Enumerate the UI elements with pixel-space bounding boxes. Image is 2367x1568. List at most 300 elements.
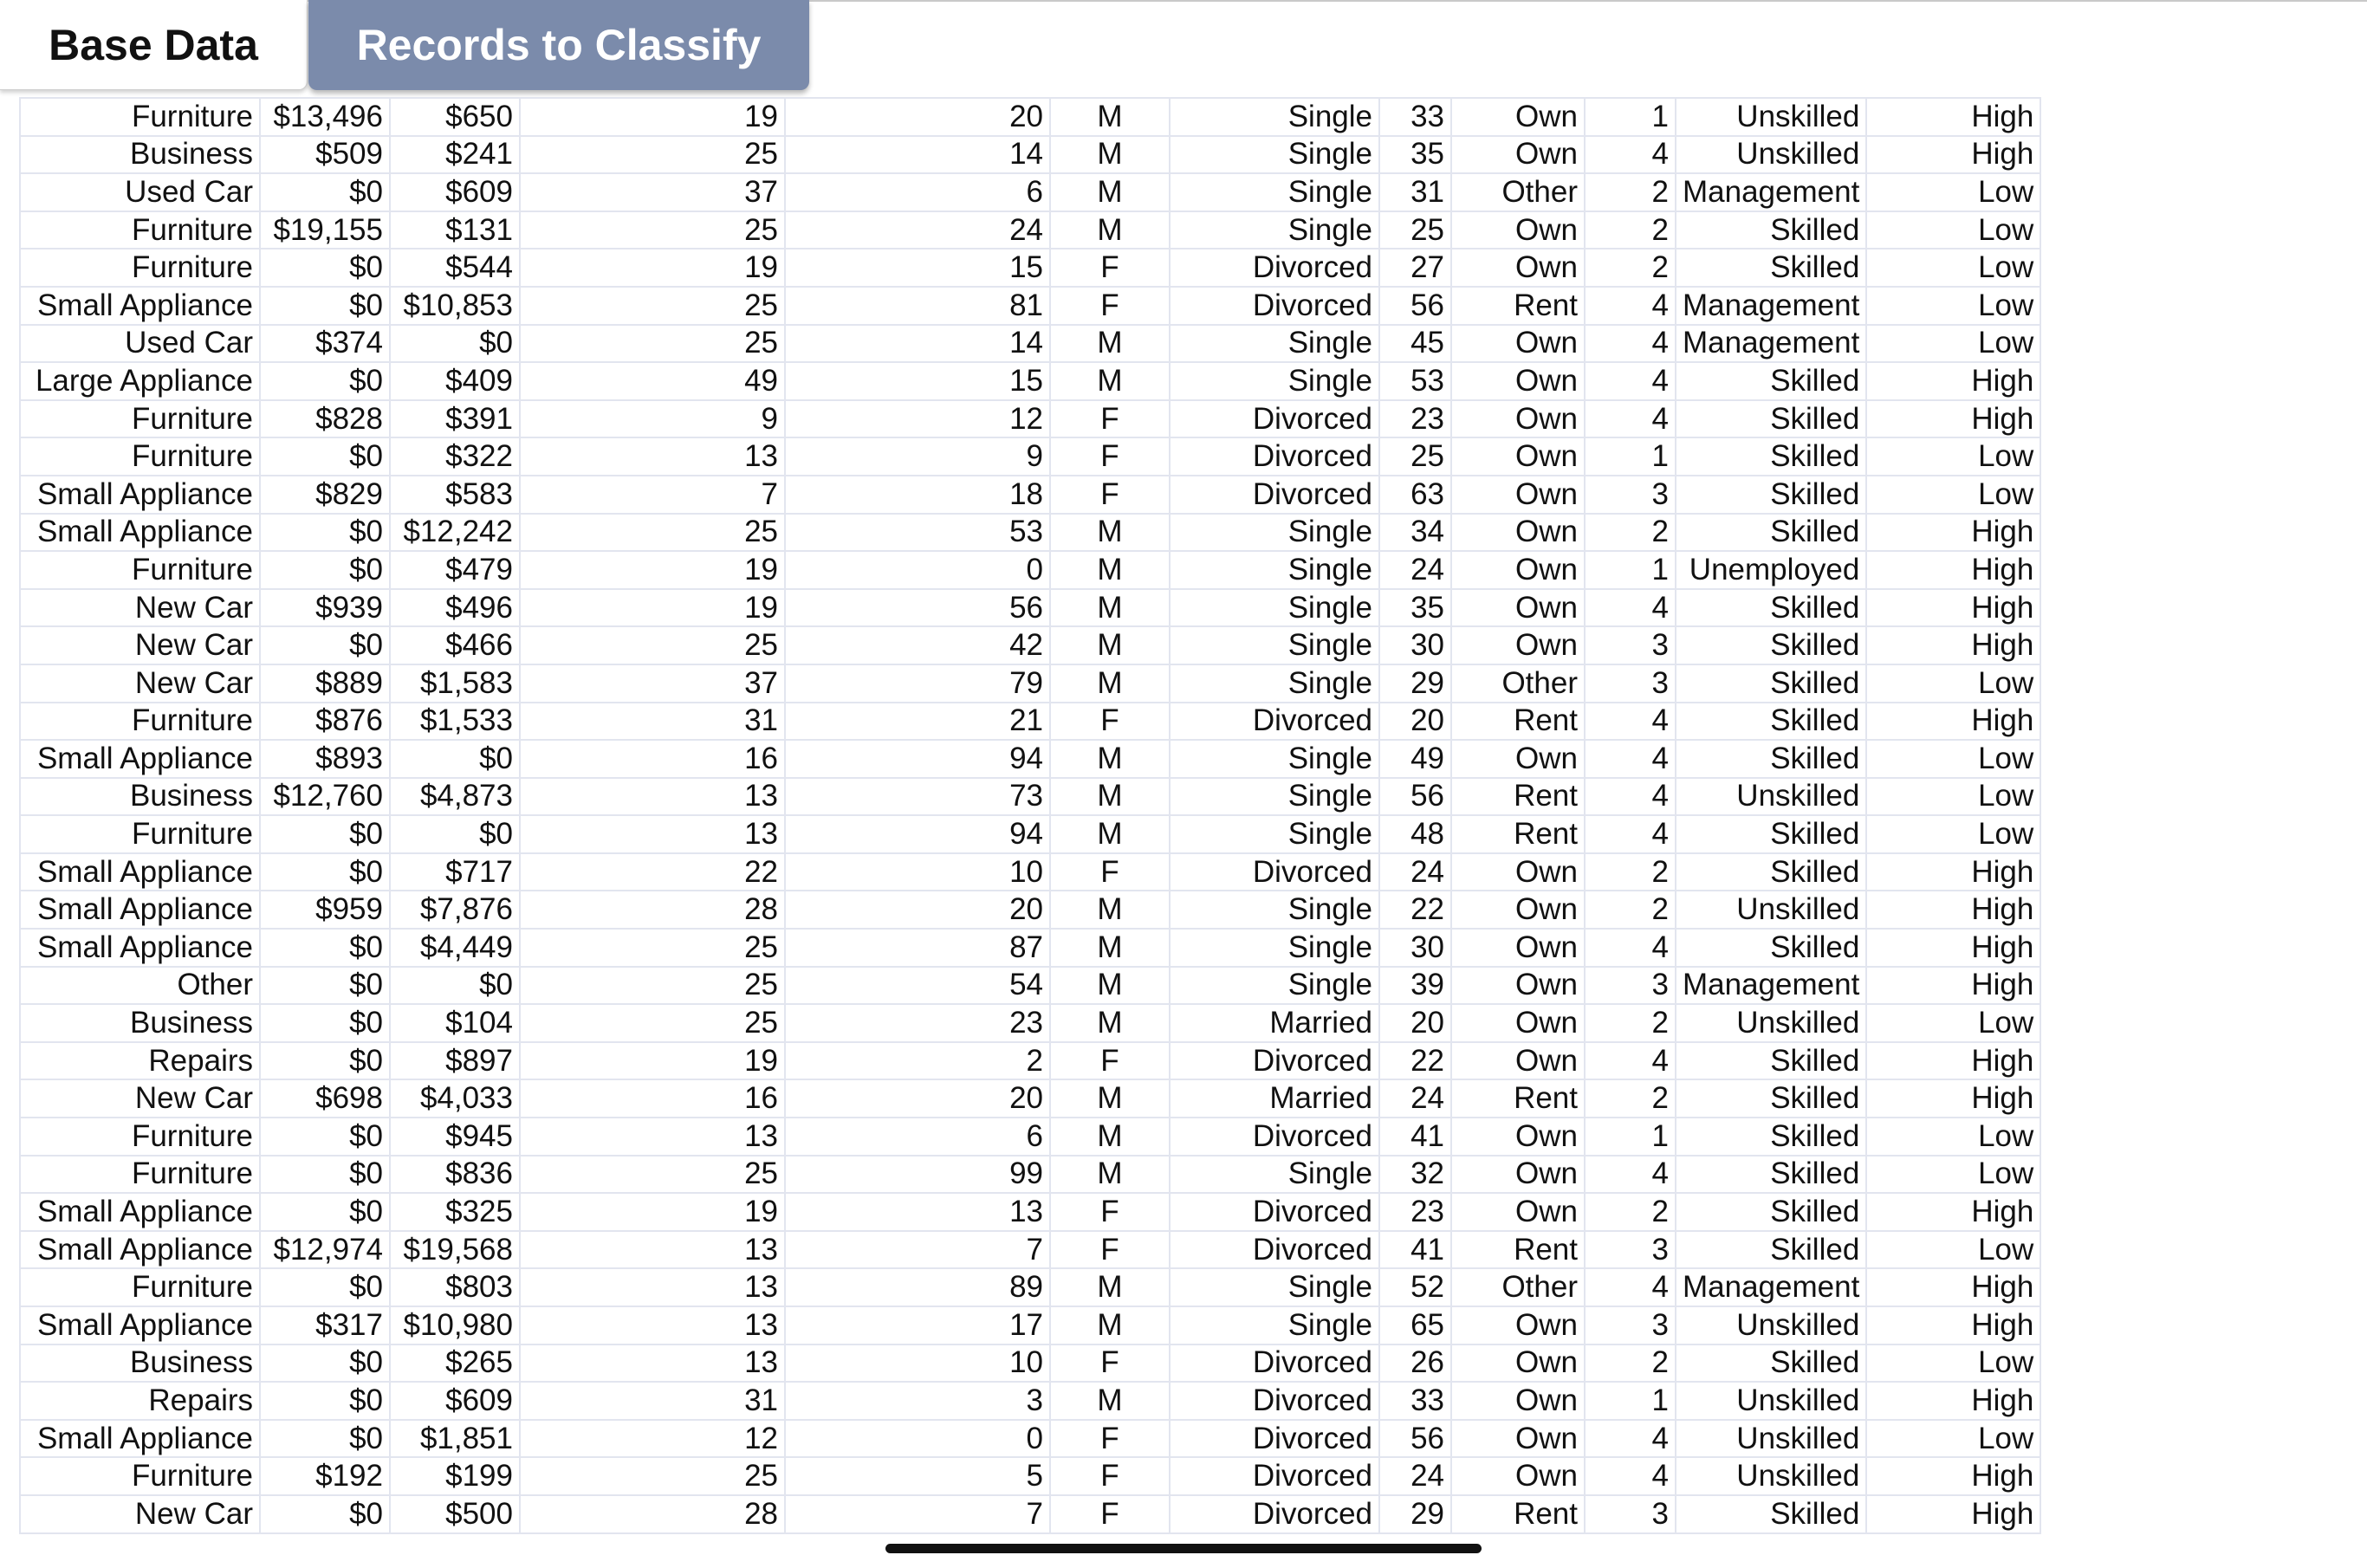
cell-gender[interactable]: M bbox=[1050, 664, 1170, 703]
cell-purpose[interactable]: New Car bbox=[20, 589, 260, 627]
cell-credit-risk[interactable]: Low bbox=[1866, 1156, 2040, 1194]
cell-purpose[interactable]: Small Appliance bbox=[20, 929, 260, 967]
cell-years[interactable]: 3 bbox=[1585, 664, 1676, 703]
cell-purpose[interactable]: Small Appliance bbox=[20, 476, 260, 514]
cell-age[interactable]: 25 bbox=[1379, 211, 1451, 249]
cell-housing[interactable]: Rent bbox=[1451, 1495, 1585, 1533]
cell-savings[interactable]: $0 bbox=[390, 967, 520, 1005]
cell-age[interactable]: 20 bbox=[1379, 1004, 1451, 1042]
cell-gender[interactable]: M bbox=[1050, 514, 1170, 552]
cell-purpose[interactable]: Small Appliance bbox=[20, 514, 260, 552]
cell-gender[interactable]: M bbox=[1050, 967, 1170, 1005]
cell-credit-risk[interactable]: Low bbox=[1866, 1420, 2040, 1458]
cell-marital-status[interactable]: Divorced bbox=[1170, 287, 1379, 325]
cell-months-customer[interactable]: 13 bbox=[520, 1118, 785, 1156]
cell-gender[interactable]: M bbox=[1050, 778, 1170, 816]
cell-years[interactable]: 4 bbox=[1585, 287, 1676, 325]
cell-housing[interactable]: Rent bbox=[1451, 287, 1585, 325]
cell-months-customer[interactable]: 13 bbox=[520, 815, 785, 853]
cell-marital-status[interactable]: Divorced bbox=[1170, 1420, 1379, 1458]
cell-housing[interactable]: Own bbox=[1451, 1042, 1585, 1080]
cell-months-customer[interactable]: 28 bbox=[520, 891, 785, 929]
cell-checking[interactable]: $0 bbox=[260, 362, 390, 400]
cell-years[interactable]: 2 bbox=[1585, 1344, 1676, 1383]
cell-checking[interactable]: $829 bbox=[260, 476, 390, 514]
cell-savings[interactable]: $409 bbox=[390, 362, 520, 400]
cell-months-employed[interactable]: 18 bbox=[785, 476, 1050, 514]
cell-credit-risk[interactable]: High bbox=[1866, 1382, 2040, 1420]
cell-checking[interactable]: $0 bbox=[260, 1118, 390, 1156]
cell-marital-status[interactable]: Divorced bbox=[1170, 1193, 1379, 1231]
cell-job[interactable]: Skilled bbox=[1676, 589, 1866, 627]
cell-purpose[interactable]: Used Car bbox=[20, 173, 260, 211]
cell-credit-risk[interactable]: High bbox=[1866, 362, 2040, 400]
cell-age[interactable]: 41 bbox=[1379, 1118, 1451, 1156]
cell-years[interactable]: 2 bbox=[1585, 891, 1676, 929]
cell-gender[interactable]: F bbox=[1050, 1231, 1170, 1269]
cell-gender[interactable]: M bbox=[1050, 815, 1170, 853]
cell-months-customer[interactable]: 49 bbox=[520, 362, 785, 400]
cell-job[interactable]: Unskilled bbox=[1676, 1306, 1866, 1344]
cell-credit-risk[interactable]: High bbox=[1866, 1268, 2040, 1306]
cell-age[interactable]: 31 bbox=[1379, 173, 1451, 211]
cell-marital-status[interactable]: Divorced bbox=[1170, 1495, 1379, 1533]
cell-housing[interactable]: Own bbox=[1451, 589, 1585, 627]
cell-checking[interactable]: $0 bbox=[260, 853, 390, 891]
cell-age[interactable]: 65 bbox=[1379, 1306, 1451, 1344]
cell-savings[interactable]: $803 bbox=[390, 1268, 520, 1306]
cell-housing[interactable]: Own bbox=[1451, 1457, 1585, 1495]
cell-months-customer[interactable]: 25 bbox=[520, 1457, 785, 1495]
cell-housing[interactable]: Own bbox=[1451, 476, 1585, 514]
cell-gender[interactable]: M bbox=[1050, 1118, 1170, 1156]
cell-credit-risk[interactable]: Low bbox=[1866, 287, 2040, 325]
cell-credit-risk[interactable]: Low bbox=[1866, 778, 2040, 816]
cell-checking[interactable]: $0 bbox=[260, 173, 390, 211]
cell-savings[interactable]: $1,851 bbox=[390, 1420, 520, 1458]
cell-years[interactable]: 2 bbox=[1585, 249, 1676, 287]
cell-months-customer[interactable]: 9 bbox=[520, 400, 785, 438]
cell-purpose[interactable]: Small Appliance bbox=[20, 1231, 260, 1269]
cell-age[interactable]: 34 bbox=[1379, 514, 1451, 552]
tab-base-data[interactable]: Base Data bbox=[0, 0, 308, 90]
cell-years[interactable]: 4 bbox=[1585, 740, 1676, 778]
cell-checking[interactable]: $0 bbox=[260, 437, 390, 476]
cell-purpose[interactable]: Furniture bbox=[20, 1156, 260, 1194]
cell-housing[interactable]: Rent bbox=[1451, 1231, 1585, 1269]
cell-job[interactable]: Skilled bbox=[1676, 1042, 1866, 1080]
cell-months-customer[interactable]: 25 bbox=[520, 967, 785, 1005]
cell-credit-risk[interactable]: Low bbox=[1866, 173, 2040, 211]
cell-savings[interactable]: $609 bbox=[390, 173, 520, 211]
cell-months-customer[interactable]: 13 bbox=[520, 1268, 785, 1306]
cell-job[interactable]: Skilled bbox=[1676, 1079, 1866, 1118]
cell-gender[interactable]: M bbox=[1050, 891, 1170, 929]
cell-checking[interactable]: $0 bbox=[260, 514, 390, 552]
cell-job[interactable]: Skilled bbox=[1676, 1344, 1866, 1383]
cell-credit-risk[interactable]: High bbox=[1866, 136, 2040, 174]
cell-checking[interactable]: $876 bbox=[260, 703, 390, 741]
cell-gender[interactable]: M bbox=[1050, 1079, 1170, 1118]
cell-purpose[interactable]: Business bbox=[20, 136, 260, 174]
cell-months-customer[interactable]: 7 bbox=[520, 476, 785, 514]
cell-marital-status[interactable]: Single bbox=[1170, 98, 1379, 136]
cell-credit-risk[interactable]: High bbox=[1866, 929, 2040, 967]
cell-age[interactable]: 49 bbox=[1379, 740, 1451, 778]
cell-months-customer[interactable]: 13 bbox=[520, 437, 785, 476]
cell-age[interactable]: 22 bbox=[1379, 1042, 1451, 1080]
cell-housing[interactable]: Rent bbox=[1451, 815, 1585, 853]
cell-gender[interactable]: F bbox=[1050, 1495, 1170, 1533]
cell-months-customer[interactable]: 13 bbox=[520, 1231, 785, 1269]
cell-housing[interactable]: Own bbox=[1451, 551, 1585, 589]
cell-years[interactable]: 4 bbox=[1585, 589, 1676, 627]
cell-job[interactable]: Skilled bbox=[1676, 211, 1866, 249]
cell-years[interactable]: 1 bbox=[1585, 1382, 1676, 1420]
cell-gender[interactable]: F bbox=[1050, 703, 1170, 741]
cell-checking[interactable]: $0 bbox=[260, 1042, 390, 1080]
cell-marital-status[interactable]: Divorced bbox=[1170, 249, 1379, 287]
cell-gender[interactable]: M bbox=[1050, 211, 1170, 249]
cell-months-customer[interactable]: 31 bbox=[520, 1382, 785, 1420]
cell-credit-risk[interactable]: High bbox=[1866, 98, 2040, 136]
cell-purpose[interactable]: Furniture bbox=[20, 249, 260, 287]
cell-months-employed[interactable]: 24 bbox=[785, 211, 1050, 249]
cell-purpose[interactable]: Used Car bbox=[20, 325, 260, 363]
cell-housing[interactable]: Own bbox=[1451, 626, 1585, 664]
cell-housing[interactable]: Own bbox=[1451, 325, 1585, 363]
cell-months-customer[interactable]: 25 bbox=[520, 626, 785, 664]
cell-age[interactable]: 45 bbox=[1379, 325, 1451, 363]
cell-housing[interactable]: Other bbox=[1451, 664, 1585, 703]
cell-savings[interactable]: $325 bbox=[390, 1193, 520, 1231]
cell-marital-status[interactable]: Single bbox=[1170, 136, 1379, 174]
cell-marital-status[interactable]: Single bbox=[1170, 778, 1379, 816]
cell-marital-status[interactable]: Single bbox=[1170, 929, 1379, 967]
cell-age[interactable]: 33 bbox=[1379, 98, 1451, 136]
cell-months-employed[interactable]: 0 bbox=[785, 551, 1050, 589]
cell-purpose[interactable]: Other bbox=[20, 967, 260, 1005]
cell-months-employed[interactable]: 20 bbox=[785, 891, 1050, 929]
cell-checking[interactable]: $0 bbox=[260, 1344, 390, 1383]
cell-housing[interactable]: Own bbox=[1451, 98, 1585, 136]
cell-years[interactable]: 3 bbox=[1585, 1495, 1676, 1533]
cell-credit-risk[interactable]: High bbox=[1866, 853, 2040, 891]
cell-gender[interactable]: F bbox=[1050, 249, 1170, 287]
cell-housing[interactable]: Own bbox=[1451, 1306, 1585, 1344]
cell-years[interactable]: 4 bbox=[1585, 1042, 1676, 1080]
cell-savings[interactable]: $1,533 bbox=[390, 703, 520, 741]
cell-years[interactable]: 3 bbox=[1585, 626, 1676, 664]
cell-years[interactable]: 1 bbox=[1585, 551, 1676, 589]
cell-marital-status[interactable]: Single bbox=[1170, 815, 1379, 853]
cell-housing[interactable]: Own bbox=[1451, 211, 1585, 249]
cell-age[interactable]: 22 bbox=[1379, 891, 1451, 929]
cell-age[interactable]: 24 bbox=[1379, 1457, 1451, 1495]
cell-checking[interactable]: $959 bbox=[260, 891, 390, 929]
cell-marital-status[interactable]: Single bbox=[1170, 1156, 1379, 1194]
cell-checking[interactable]: $939 bbox=[260, 589, 390, 627]
cell-credit-risk[interactable]: High bbox=[1866, 400, 2040, 438]
cell-months-employed[interactable]: 5 bbox=[785, 1457, 1050, 1495]
cell-checking[interactable]: $19,155 bbox=[260, 211, 390, 249]
cell-months-employed[interactable]: 53 bbox=[785, 514, 1050, 552]
cell-years[interactable]: 4 bbox=[1585, 1156, 1676, 1194]
cell-years[interactable]: 2 bbox=[1585, 1004, 1676, 1042]
cell-housing[interactable]: Other bbox=[1451, 1268, 1585, 1306]
cell-months-employed[interactable]: 79 bbox=[785, 664, 1050, 703]
cell-months-customer[interactable]: 25 bbox=[520, 1156, 785, 1194]
cell-months-customer[interactable]: 37 bbox=[520, 664, 785, 703]
cell-housing[interactable]: Own bbox=[1451, 1118, 1585, 1156]
cell-job[interactable]: Management bbox=[1676, 173, 1866, 211]
cell-checking[interactable]: $0 bbox=[260, 815, 390, 853]
cell-checking[interactable]: $192 bbox=[260, 1457, 390, 1495]
cell-credit-risk[interactable]: Low bbox=[1866, 815, 2040, 853]
cell-credit-risk[interactable]: Low bbox=[1866, 249, 2040, 287]
cell-savings[interactable]: $265 bbox=[390, 1344, 520, 1383]
cell-savings[interactable]: $199 bbox=[390, 1457, 520, 1495]
cell-job[interactable]: Skilled bbox=[1676, 476, 1866, 514]
cell-job[interactable]: Skilled bbox=[1676, 1231, 1866, 1269]
cell-months-customer[interactable]: 12 bbox=[520, 1420, 785, 1458]
cell-checking[interactable]: $0 bbox=[260, 929, 390, 967]
cell-housing[interactable]: Own bbox=[1451, 136, 1585, 174]
cell-job[interactable]: Skilled bbox=[1676, 1118, 1866, 1156]
cell-job[interactable]: Unskilled bbox=[1676, 778, 1866, 816]
cell-savings[interactable]: $650 bbox=[390, 98, 520, 136]
cell-job[interactable]: Unskilled bbox=[1676, 1457, 1866, 1495]
cell-checking[interactable]: $0 bbox=[260, 1382, 390, 1420]
cell-gender[interactable]: F bbox=[1050, 287, 1170, 325]
cell-gender[interactable]: M bbox=[1050, 929, 1170, 967]
cell-checking[interactable]: $12,974 bbox=[260, 1231, 390, 1269]
cell-credit-risk[interactable]: Low bbox=[1866, 325, 2040, 363]
cell-marital-status[interactable]: Single bbox=[1170, 740, 1379, 778]
cell-gender[interactable]: F bbox=[1050, 1420, 1170, 1458]
cell-marital-status[interactable]: Divorced bbox=[1170, 1118, 1379, 1156]
cell-credit-risk[interactable]: Low bbox=[1866, 1118, 2040, 1156]
cell-job[interactable]: Skilled bbox=[1676, 1156, 1866, 1194]
cell-credit-risk[interactable]: High bbox=[1866, 1079, 2040, 1118]
tab-records-to-classify[interactable]: Records to Classify bbox=[308, 0, 809, 90]
cell-credit-risk[interactable]: Low bbox=[1866, 437, 2040, 476]
cell-job[interactable]: Skilled bbox=[1676, 514, 1866, 552]
cell-purpose[interactable]: Furniture bbox=[20, 551, 260, 589]
cell-years[interactable]: 2 bbox=[1585, 211, 1676, 249]
cell-months-customer[interactable]: 28 bbox=[520, 1495, 785, 1533]
cell-credit-risk[interactable]: Low bbox=[1866, 740, 2040, 778]
cell-job[interactable]: Skilled bbox=[1676, 362, 1866, 400]
cell-savings[interactable]: $717 bbox=[390, 853, 520, 891]
cell-months-employed[interactable]: 23 bbox=[785, 1004, 1050, 1042]
cell-months-employed[interactable]: 10 bbox=[785, 1344, 1050, 1383]
cell-checking[interactable]: $13,496 bbox=[260, 98, 390, 136]
cell-gender[interactable]: M bbox=[1050, 626, 1170, 664]
cell-marital-status[interactable]: Married bbox=[1170, 1079, 1379, 1118]
cell-age[interactable]: 29 bbox=[1379, 664, 1451, 703]
cell-marital-status[interactable]: Divorced bbox=[1170, 400, 1379, 438]
cell-months-customer[interactable]: 25 bbox=[520, 1004, 785, 1042]
cell-age[interactable]: 56 bbox=[1379, 778, 1451, 816]
cell-age[interactable]: 35 bbox=[1379, 136, 1451, 174]
cell-years[interactable]: 3 bbox=[1585, 967, 1676, 1005]
cell-years[interactable]: 4 bbox=[1585, 929, 1676, 967]
cell-housing[interactable]: Own bbox=[1451, 249, 1585, 287]
cell-months-employed[interactable]: 17 bbox=[785, 1306, 1050, 1344]
cell-checking[interactable]: $0 bbox=[260, 1156, 390, 1194]
cell-years[interactable]: 2 bbox=[1585, 173, 1676, 211]
cell-years[interactable]: 3 bbox=[1585, 1231, 1676, 1269]
cell-months-employed[interactable]: 6 bbox=[785, 1118, 1050, 1156]
cell-gender[interactable]: M bbox=[1050, 1382, 1170, 1420]
cell-gender[interactable]: M bbox=[1050, 1156, 1170, 1194]
cell-purpose[interactable]: Furniture bbox=[20, 1118, 260, 1156]
cell-purpose[interactable]: Business bbox=[20, 778, 260, 816]
cell-purpose[interactable]: Furniture bbox=[20, 1457, 260, 1495]
cell-age[interactable]: 41 bbox=[1379, 1231, 1451, 1269]
cell-savings[interactable]: $609 bbox=[390, 1382, 520, 1420]
cell-months-employed[interactable]: 56 bbox=[785, 589, 1050, 627]
cell-age[interactable]: 39 bbox=[1379, 967, 1451, 1005]
cell-purpose[interactable]: Small Appliance bbox=[20, 891, 260, 929]
cell-gender[interactable]: M bbox=[1050, 1004, 1170, 1042]
cell-savings[interactable]: $241 bbox=[390, 136, 520, 174]
cell-marital-status[interactable]: Single bbox=[1170, 1306, 1379, 1344]
cell-credit-risk[interactable]: High bbox=[1866, 551, 2040, 589]
cell-purpose[interactable]: Furniture bbox=[20, 1268, 260, 1306]
cell-age[interactable]: 63 bbox=[1379, 476, 1451, 514]
cell-savings[interactable]: $945 bbox=[390, 1118, 520, 1156]
cell-months-customer[interactable]: 13 bbox=[520, 1344, 785, 1383]
cell-months-employed[interactable]: 3 bbox=[785, 1382, 1050, 1420]
cell-housing[interactable]: Own bbox=[1451, 1193, 1585, 1231]
cell-months-employed[interactable]: 12 bbox=[785, 400, 1050, 438]
spreadsheet-grid[interactable] bbox=[19, 97, 2041, 1534]
cell-age[interactable]: 32 bbox=[1379, 1156, 1451, 1194]
cell-checking[interactable]: $698 bbox=[260, 1079, 390, 1118]
cell-months-employed[interactable]: 14 bbox=[785, 136, 1050, 174]
cell-gender[interactable]: M bbox=[1050, 589, 1170, 627]
cell-months-employed[interactable]: 15 bbox=[785, 362, 1050, 400]
cell-purpose[interactable]: Furniture bbox=[20, 437, 260, 476]
cell-credit-risk[interactable]: High bbox=[1866, 1495, 2040, 1533]
cell-months-employed[interactable]: 20 bbox=[785, 1079, 1050, 1118]
cell-age[interactable]: 24 bbox=[1379, 551, 1451, 589]
cell-job[interactable]: Unskilled bbox=[1676, 1420, 1866, 1458]
cell-purpose[interactable]: Repairs bbox=[20, 1042, 260, 1080]
cell-age[interactable]: 29 bbox=[1379, 1495, 1451, 1533]
cell-gender[interactable]: F bbox=[1050, 853, 1170, 891]
cell-savings[interactable]: $131 bbox=[390, 211, 520, 249]
cell-checking[interactable]: $0 bbox=[260, 967, 390, 1005]
cell-job[interactable]: Management bbox=[1676, 1268, 1866, 1306]
cell-savings[interactable]: $897 bbox=[390, 1042, 520, 1080]
cell-marital-status[interactable]: Divorced bbox=[1170, 1344, 1379, 1383]
cell-years[interactable]: 1 bbox=[1585, 98, 1676, 136]
cell-age[interactable]: 33 bbox=[1379, 1382, 1451, 1420]
cell-marital-status[interactable]: Single bbox=[1170, 1268, 1379, 1306]
cell-job[interactable]: Skilled bbox=[1676, 626, 1866, 664]
cell-job[interactable]: Management bbox=[1676, 287, 1866, 325]
cell-months-employed[interactable]: 14 bbox=[785, 325, 1050, 363]
cell-checking[interactable]: $317 bbox=[260, 1306, 390, 1344]
cell-savings[interactable]: $0 bbox=[390, 815, 520, 853]
cell-housing[interactable]: Own bbox=[1451, 400, 1585, 438]
cell-gender[interactable]: F bbox=[1050, 1457, 1170, 1495]
cell-months-employed[interactable]: 7 bbox=[785, 1495, 1050, 1533]
cell-months-customer[interactable]: 19 bbox=[520, 551, 785, 589]
cell-housing[interactable]: Own bbox=[1451, 514, 1585, 552]
cell-savings[interactable]: $7,876 bbox=[390, 891, 520, 929]
cell-marital-status[interactable]: Single bbox=[1170, 551, 1379, 589]
cell-marital-status[interactable]: Single bbox=[1170, 211, 1379, 249]
cell-credit-risk[interactable]: High bbox=[1866, 1042, 2040, 1080]
cell-checking[interactable]: $0 bbox=[260, 1420, 390, 1458]
cell-marital-status[interactable]: Divorced bbox=[1170, 1231, 1379, 1269]
cell-job[interactable]: Management bbox=[1676, 967, 1866, 1005]
cell-gender[interactable]: F bbox=[1050, 1193, 1170, 1231]
cell-housing[interactable]: Own bbox=[1451, 740, 1585, 778]
cell-job[interactable]: Skilled bbox=[1676, 664, 1866, 703]
cell-housing[interactable]: Own bbox=[1451, 891, 1585, 929]
cell-marital-status[interactable]: Single bbox=[1170, 664, 1379, 703]
cell-months-customer[interactable]: 22 bbox=[520, 853, 785, 891]
cell-checking[interactable]: $828 bbox=[260, 400, 390, 438]
cell-savings[interactable]: $479 bbox=[390, 551, 520, 589]
cell-housing[interactable]: Own bbox=[1451, 853, 1585, 891]
cell-purpose[interactable]: Large Appliance bbox=[20, 362, 260, 400]
cell-checking[interactable]: $509 bbox=[260, 136, 390, 174]
cell-job[interactable]: Unskilled bbox=[1676, 1382, 1866, 1420]
cell-marital-status[interactable]: Single bbox=[1170, 173, 1379, 211]
cell-years[interactable]: 4 bbox=[1585, 325, 1676, 363]
cell-months-customer[interactable]: 37 bbox=[520, 173, 785, 211]
cell-months-customer[interactable]: 31 bbox=[520, 703, 785, 741]
cell-credit-risk[interactable]: High bbox=[1866, 1193, 2040, 1231]
cell-checking[interactable]: $0 bbox=[260, 551, 390, 589]
cell-months-customer[interactable]: 16 bbox=[520, 740, 785, 778]
cell-years[interactable]: 2 bbox=[1585, 514, 1676, 552]
cell-job[interactable]: Skilled bbox=[1676, 1193, 1866, 1231]
cell-credit-risk[interactable]: High bbox=[1866, 967, 2040, 1005]
cell-purpose[interactable]: Small Appliance bbox=[20, 1420, 260, 1458]
cell-checking[interactable]: $0 bbox=[260, 626, 390, 664]
cell-marital-status[interactable]: Married bbox=[1170, 1004, 1379, 1042]
cell-months-employed[interactable]: 54 bbox=[785, 967, 1050, 1005]
cell-savings[interactable]: $391 bbox=[390, 400, 520, 438]
cell-savings[interactable]: $544 bbox=[390, 249, 520, 287]
cell-checking[interactable]: $0 bbox=[260, 1495, 390, 1533]
cell-months-employed[interactable]: 6 bbox=[785, 173, 1050, 211]
cell-housing[interactable]: Own bbox=[1451, 929, 1585, 967]
cell-months-employed[interactable]: 94 bbox=[785, 740, 1050, 778]
cell-savings[interactable]: $1,583 bbox=[390, 664, 520, 703]
cell-months-customer[interactable]: 25 bbox=[520, 514, 785, 552]
cell-marital-status[interactable]: Divorced bbox=[1170, 476, 1379, 514]
cell-savings[interactable]: $10,853 bbox=[390, 287, 520, 325]
cell-marital-status[interactable]: Divorced bbox=[1170, 437, 1379, 476]
cell-housing[interactable]: Own bbox=[1451, 1382, 1585, 1420]
cell-age[interactable]: 52 bbox=[1379, 1268, 1451, 1306]
cell-gender[interactable]: M bbox=[1050, 551, 1170, 589]
cell-purpose[interactable]: Business bbox=[20, 1004, 260, 1042]
cell-months-customer[interactable]: 25 bbox=[520, 287, 785, 325]
cell-months-employed[interactable]: 9 bbox=[785, 437, 1050, 476]
cell-checking[interactable]: $374 bbox=[260, 325, 390, 363]
cell-credit-risk[interactable]: High bbox=[1866, 1457, 2040, 1495]
cell-housing[interactable]: Own bbox=[1451, 362, 1585, 400]
